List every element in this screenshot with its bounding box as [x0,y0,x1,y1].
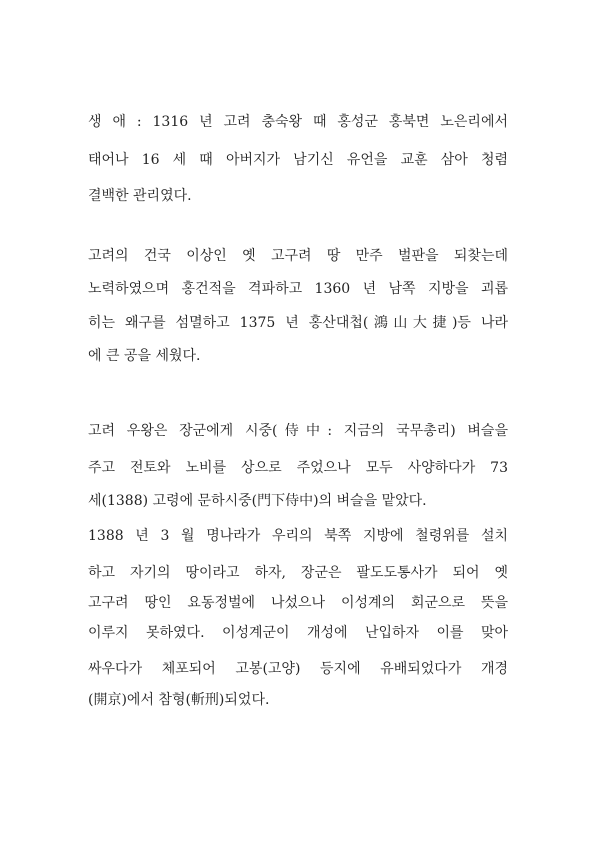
text-line: 주고 전토와 노비를 상으로 주었으나 모두 사양하다가 73 [88,460,508,476]
text-line: 생 애 : 1316 년 고려 충숙왕 때 홍성군 홍북면 노은리에서 [88,114,508,130]
text-line: 고구려 땅인 요동정벌에 나섰으나 이성계의 회군으로 뜻을 [88,595,508,611]
text-line: 태어나 16 세 때 아버지가 남기신 유언을 교훈 삼아 청렴 [88,152,508,168]
text-line: 하고 자기의 땅이라고 하자, 장군은 팔도도통사가 되어 옛 [88,565,508,581]
text-line: 에 큰 공을 세웠다. [88,348,201,364]
text-line: 결백한 관리였다. [88,188,192,204]
text-line: 싸우다가 체포되어 고봉(고양) 등지에 유배되었다가 개경 [88,661,508,677]
text-line: 고려의 건국 이상인 옛 고구려 땅 만주 벌판을 되찾는데 [88,248,508,264]
text-line: 1388 년 3 월 명나라가 우리의 북쪽 지방에 철령위를 설치 [88,528,508,544]
text-line: 히는 왜구를 섬멸하고 1375 년 홍산대첩(鴻山大捷)등 나라 [88,315,508,331]
text-line: 이루지 못하였다. 이성계군이 개성에 난입하자 이를 맞아 [88,625,508,641]
text-line: 노력하였으며 홍건적을 격파하고 1360 년 남쪽 지방을 괴롭 [88,281,508,297]
text-line: (開京)에서 참형(斬刑)되었다. [88,692,270,708]
text-line: 고려 우왕은 장군에게 시중(侍中: 지금의 국무총리) 벼슬을 [88,423,508,439]
text-line: 세(1388) 고령에 문하시중(門下侍中)의 벼슬을 맡았다. [88,493,427,509]
